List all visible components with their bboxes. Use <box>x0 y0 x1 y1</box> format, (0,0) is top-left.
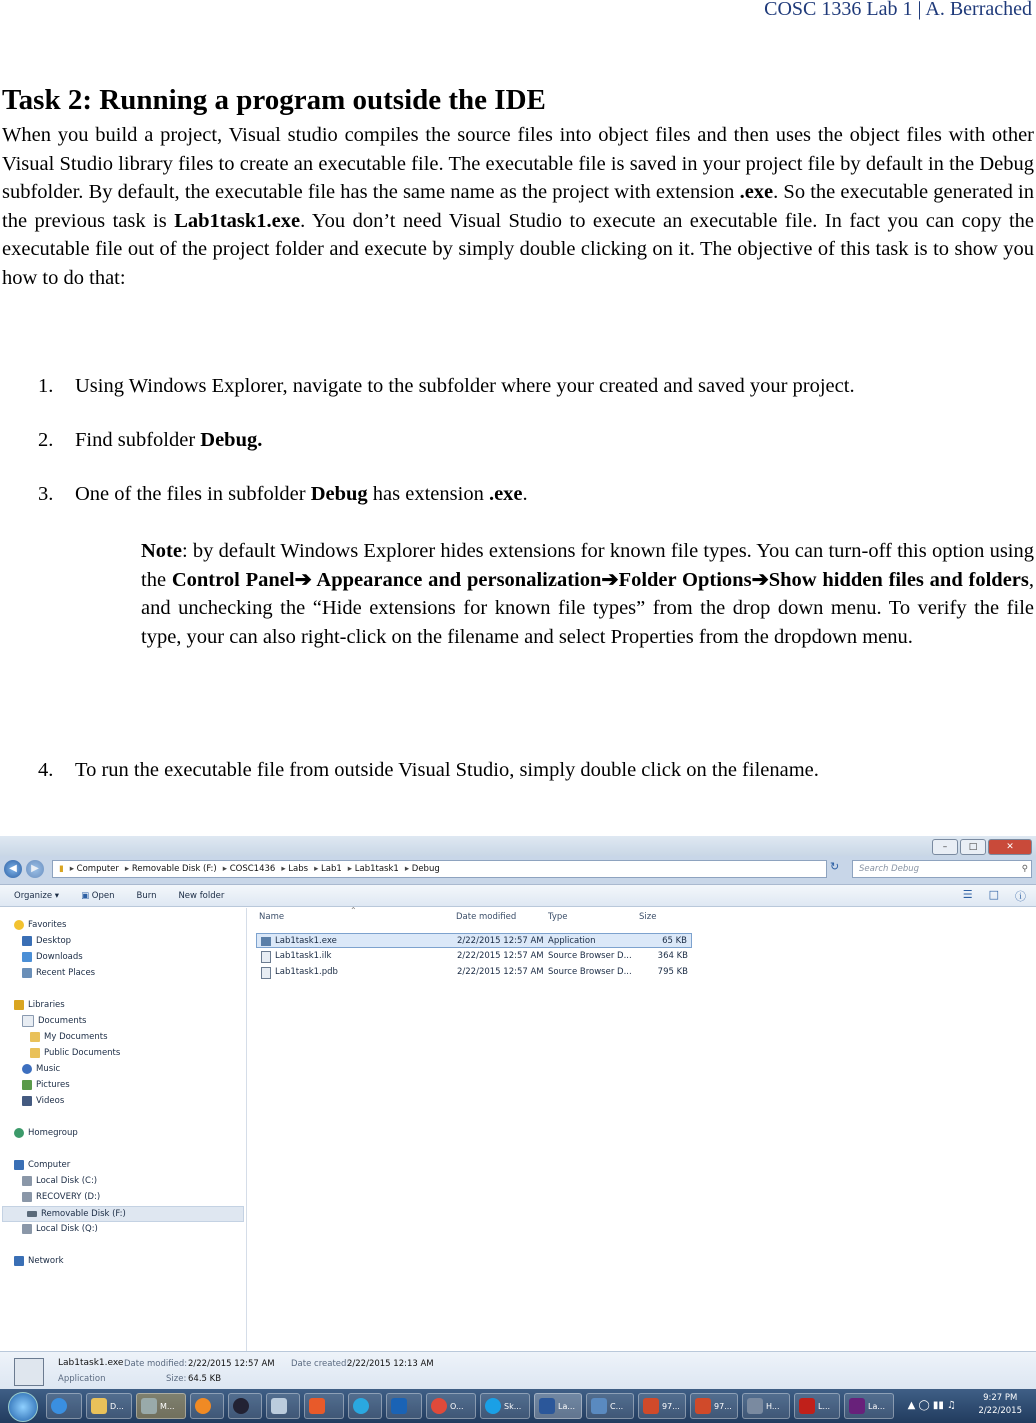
breadcrumb-item[interactable]: ▸ Lab1 <box>314 864 342 874</box>
usb-drive-icon <box>27 1211 37 1217</box>
nav-desktop[interactable]: Desktop <box>22 934 71 948</box>
file-size: 795 KB <box>657 967 688 977</box>
star-icon <box>14 920 24 930</box>
file-type: Source Browser D... <box>548 951 632 961</box>
file-icon <box>261 951 271 963</box>
downloads-icon <box>22 952 32 962</box>
nav-local-disk-q[interactable]: Local Disk (Q:) <box>22 1222 98 1236</box>
note-paragraph: Note: by default Windows Explorer hides extensions for known file types. You can turn-off this option using the Control Panel➔ Appearance and personalization➔Folder Options➔Show hidden files and folders, and unchecking the “Hide extensions for known file types” from the drop down menu. To verify the file type, your can also right-click on the filename and select Properties from the dropdown menu. <box>141 540 1035 648</box>
minimize-button[interactable]: – <box>932 839 958 855</box>
search-input[interactable]: Search Debug ⚲ <box>852 860 1032 878</box>
maximize-button[interactable]: □ <box>960 839 986 855</box>
file-date: 2/22/2015 12:57 AM <box>457 936 544 946</box>
drive-icon <box>22 1192 32 1202</box>
visual-studio-icon <box>849 1398 865 1414</box>
nav-homegroup[interactable]: Homegroup <box>14 1126 78 1140</box>
nav-documents[interactable]: Documents <box>22 1014 86 1028</box>
step-1: 1. Using Windows Explorer, navigate to the subfolder where your created and saved your project. <box>38 375 855 397</box>
calculator-icon[interactable] <box>266 1393 300 1419</box>
nav-downloads[interactable]: Downloads <box>22 950 83 964</box>
file-name: Lab1task1.ilk <box>275 951 332 961</box>
nav-videos[interactable]: Videos <box>22 1094 64 1108</box>
address-row <box>0 856 1036 885</box>
help-icon[interactable]: ⓘ <box>1015 890 1026 903</box>
photo-icon[interactable] <box>304 1393 344 1419</box>
back-icon[interactable]: ◀ <box>4 860 22 878</box>
preview-pane-icon[interactable]: □ <box>988 888 999 901</box>
file-type: Source Browser D... <box>548 967 632 977</box>
nav-public-documents[interactable]: Public Documents <box>30 1046 120 1060</box>
details-size-label: Size: <box>166 1374 187 1384</box>
application-icon <box>261 937 271 946</box>
forward-icon[interactable]: ▶ <box>26 860 44 878</box>
folder-icon <box>30 1048 40 1058</box>
intro-paragraph: When you build a project, Visual studio compiles the source files into object files and then uses the object files with other Visual Studio library files to create an executable file. The executable file is saved in your project file by default in the Debug subfolder. By default, the executable file has the same name as the project with extension .exe. So the executable generated in the previous task is Lab1task1.exe. You don’t need Visual Studio to execute an executable file. In fact you can copy the executable file out of the project folder and execute by simply double clicking on it. The objective of this task is to show you how to do that: <box>2 124 1035 289</box>
start-button[interactable] <box>8 1392 38 1422</box>
breadcrumb-item[interactable]: ▸ Removable Disk (F:) <box>125 864 217 874</box>
ie-icon[interactable] <box>46 1393 82 1419</box>
file-size: 364 KB <box>657 951 688 961</box>
nav-recent-places[interactable]: Recent Places <box>22 966 95 980</box>
details-created: 2/22/2015 12:13 AM <box>347 1359 434 1369</box>
taskbar-help[interactable]: H... <box>742 1393 790 1419</box>
nav-recovery-d[interactable]: RECOVERY (D:) <box>22 1190 100 1204</box>
breadcrumb-item[interactable]: ▸ COSC1436 <box>223 864 276 874</box>
breadcrumb-item[interactable]: ▸ Debug <box>405 864 440 874</box>
help-icon <box>747 1398 763 1414</box>
application-icon <box>14 1358 44 1386</box>
nav-computer[interactable]: Computer <box>14 1158 70 1172</box>
nav-pictures[interactable]: Pictures <box>22 1078 70 1092</box>
taskbar-skype[interactable]: Sk... <box>480 1393 530 1419</box>
word-icon <box>539 1398 555 1414</box>
taskbar-visual-studio[interactable]: La... <box>844 1393 894 1419</box>
sort-arrow-icon: ⌃ <box>350 906 357 915</box>
column-header-size[interactable]: Size <box>639 912 657 922</box>
computer-icon <box>14 1160 24 1170</box>
nav-libraries[interactable]: Libraries <box>14 998 65 1012</box>
file-size: 65 KB <box>662 936 687 946</box>
videos-icon <box>22 1096 32 1106</box>
taskbar-chrome[interactable]: O... <box>426 1393 476 1419</box>
nav-network[interactable]: Network <box>14 1254 64 1268</box>
library-icon <box>14 1000 24 1010</box>
system-tray-icons[interactable]: ▲ ◯ ▮▮ ♫ <box>907 1400 956 1411</box>
folder-icon <box>91 1398 107 1414</box>
music-icon <box>22 1064 32 1074</box>
page-header: COSC 1336 Lab 1 | A. Berrached <box>764 0 1032 20</box>
outlook-icon[interactable] <box>386 1393 422 1419</box>
open-icon: ▣ <box>81 890 92 901</box>
taskbar-word[interactable]: La... <box>534 1393 582 1419</box>
organize-button[interactable]: Organize ▾ <box>14 890 60 901</box>
breadcrumb-item[interactable]: ▸ Lab1task1 <box>348 864 399 874</box>
file-name: Lab1task1.exe <box>275 936 337 946</box>
taskbar-powerpoint-1[interactable]: 97... <box>638 1393 686 1419</box>
new-folder-button[interactable]: New folder <box>178 890 225 901</box>
folder-icon <box>30 1032 40 1042</box>
file-date: 2/22/2015 12:57 AM <box>457 951 544 961</box>
drive-icon <box>141 1398 157 1414</box>
file-row[interactable] <box>256 965 692 980</box>
powerpoint-icon <box>643 1398 659 1414</box>
chrome-icon <box>431 1398 447 1414</box>
nav-favorites[interactable]: Favorites <box>14 918 66 932</box>
step-3: 3. One of the files in subfolder Debug has extension .exe. <box>38 483 528 505</box>
file-row[interactable] <box>256 933 692 948</box>
file-type: Application <box>548 936 596 946</box>
details-type: Application <box>58 1374 106 1384</box>
step-4: 4. To run the executable file from outside Visual Studio, simply double click on the filename. <box>38 759 819 781</box>
desktop-icon <box>22 936 32 946</box>
drive-icon <box>22 1224 32 1234</box>
file-date: 2/22/2015 12:57 AM <box>457 967 544 977</box>
column-header-date[interactable]: Date modified <box>456 912 517 922</box>
calculator-icon <box>591 1398 607 1414</box>
nav-removable-disk-f[interactable]: Removable Disk (F:) <box>2 1206 244 1222</box>
recent-icon <box>22 968 32 978</box>
taskbar-explorer[interactable]: D... <box>86 1393 132 1419</box>
navigation-pane <box>0 908 247 1351</box>
command-toolbar <box>0 885 1036 907</box>
burn-button[interactable]: Burn <box>136 890 157 901</box>
step-2: 2. Find subfolder Debug. <box>38 429 263 451</box>
address-bar[interactable] <box>52 860 827 878</box>
clock[interactable]: 9:27 PM 2/22/2015 <box>978 1393 1022 1416</box>
window-titlebar <box>0 836 1036 856</box>
nav-local-disk-c[interactable]: Local Disk (C:) <box>22 1174 97 1188</box>
pdf-icon <box>799 1398 815 1414</box>
search-icon: ⚲ <box>1021 864 1028 874</box>
powerpoint-icon <box>695 1398 711 1414</box>
taskbar-pdf[interactable]: L... <box>794 1393 840 1419</box>
explorer-window <box>0 836 1036 1423</box>
drive-icon <box>22 1176 32 1186</box>
file-name: Lab1task1.pdb <box>275 967 338 977</box>
details-size: 64.5 KB <box>188 1374 222 1384</box>
hp-icon[interactable] <box>228 1393 262 1419</box>
view-icon[interactable]: ☰ <box>962 888 973 901</box>
close-button[interactable]: ✕ <box>988 839 1032 855</box>
details-modified-label: Date modified: <box>124 1359 188 1369</box>
open-button[interactable]: ▣ Open <box>81 890 115 901</box>
details-modified: 2/22/2015 12:57 AM <box>188 1359 275 1369</box>
pictures-icon <box>22 1080 32 1090</box>
column-header-name[interactable]: Name <box>259 912 285 922</box>
taskbar-powerpoint-2[interactable]: 97... <box>690 1393 738 1419</box>
column-header-type[interactable]: Type <box>548 912 568 922</box>
document-icon <box>22 1015 34 1027</box>
task-title: Task 2: Running a program outside the IDE <box>2 84 546 116</box>
details-filename: Lab1task1.exe <box>58 1358 124 1368</box>
folder-icon: ▮ <box>59 864 64 874</box>
skype-icon <box>485 1398 501 1414</box>
file-icon <box>261 967 271 979</box>
file-row[interactable] <box>256 949 692 964</box>
details-created-label: Date created: <box>291 1359 350 1369</box>
nav-music[interactable]: Music <box>22 1062 60 1076</box>
taskbar-calc[interactable]: C... <box>586 1393 634 1419</box>
taskbar <box>0 1389 1036 1423</box>
taskbar-drive[interactable]: M... <box>136 1393 186 1419</box>
homegroup-icon <box>14 1128 24 1138</box>
media-player-icon[interactable] <box>190 1393 224 1419</box>
network-icon <box>14 1256 24 1266</box>
breadcrumb-item[interactable]: ▸ Labs <box>281 864 308 874</box>
app-icon[interactable] <box>348 1393 382 1419</box>
nav-my-documents[interactable]: My Documents <box>30 1030 108 1044</box>
breadcrumb-item[interactable]: ▸ Computer <box>70 864 119 874</box>
refresh-icon[interactable]: ↻ <box>830 860 840 873</box>
details-pane <box>0 1351 1036 1390</box>
